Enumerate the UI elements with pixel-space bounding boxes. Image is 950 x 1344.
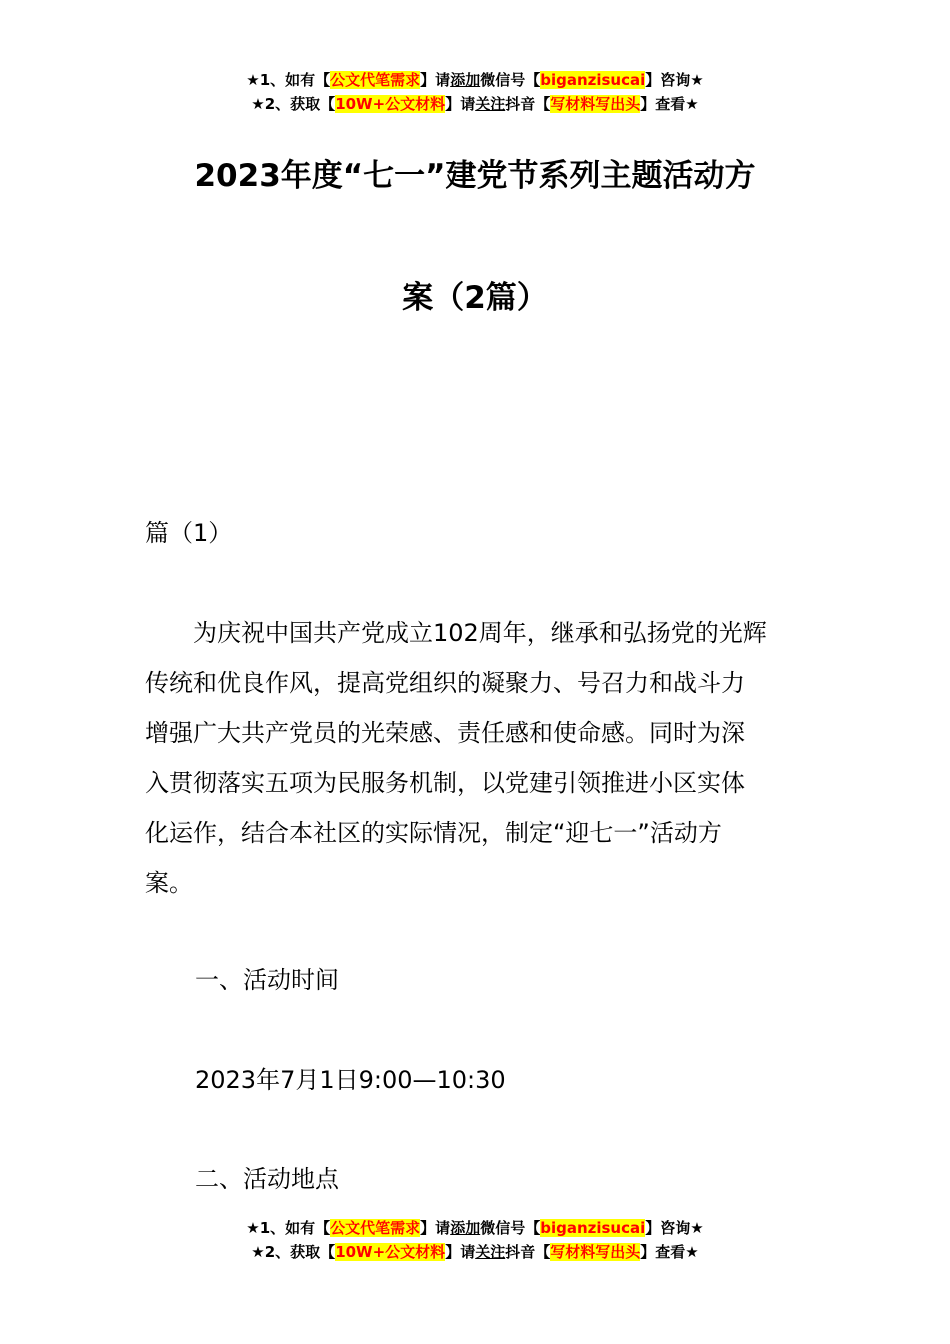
banner-text: 】请 bbox=[420, 71, 451, 89]
banner-highlight: 写材料写出头 bbox=[550, 95, 641, 113]
document-title-line-2: 案（2篇） bbox=[402, 280, 548, 316]
banner-text: 】咨询★ bbox=[645, 71, 704, 89]
banner-text: 微信号【 bbox=[480, 1219, 541, 1237]
banner-text: 】请 bbox=[445, 1243, 476, 1261]
heading-activity-time: 一、活动时间 bbox=[195, 966, 339, 994]
banner-text: 】查看★ bbox=[640, 95, 699, 113]
activity-time-value: 2023年7月1日9:00—10:30 bbox=[195, 1066, 506, 1094]
banner-line-1 bbox=[0, 68, 950, 92]
banner-underline: 关注 bbox=[475, 1243, 506, 1261]
section-label: 篇（1） bbox=[145, 519, 233, 547]
paragraph-line: 为庆祝中国共产党成立102周年，继承和弘扬党的光辉 bbox=[145, 619, 767, 647]
banner-underline: 添加 bbox=[450, 71, 481, 89]
banner-text: 微信号【 bbox=[480, 71, 541, 89]
document-title-line-1: 2023年度“七一”建党节系列主题活动方 bbox=[194, 158, 756, 194]
paragraph-line: 传统和优良作风，提高党组织的凝聚力、号召力和战斗力 bbox=[145, 669, 745, 697]
banner-highlight: 写材料写出头 bbox=[550, 1243, 641, 1261]
banner-text: ★2、获取【 bbox=[251, 1243, 336, 1261]
paragraph-line: 增强广大共产党员的光荣感、责任感和使命感。同时为深 bbox=[145, 719, 745, 747]
intro-paragraph bbox=[145, 608, 810, 908]
footer-banner bbox=[0, 1216, 950, 1264]
banner-underline: 添加 bbox=[450, 1219, 481, 1237]
banner-text: 抖音【 bbox=[505, 95, 551, 113]
banner-text: ★2、获取【 bbox=[251, 95, 336, 113]
banner-text: 】咨询★ bbox=[645, 1219, 704, 1237]
banner-highlight: 公文代笔需求 bbox=[330, 1219, 421, 1237]
heading-activity-location: 二、活动地点 bbox=[195, 1165, 339, 1193]
banner-line-1 bbox=[0, 1216, 950, 1240]
banner-text: ★1、如有【 bbox=[246, 1219, 331, 1237]
banner-line-2 bbox=[0, 92, 950, 116]
banner-highlight: 10W+公文材料 bbox=[335, 1243, 446, 1261]
banner-text: 】查看★ bbox=[640, 1243, 699, 1261]
banner-text: 抖音【 bbox=[505, 1243, 551, 1261]
banner-highlight: biganzisucai bbox=[540, 1219, 646, 1237]
banner-highlight: biganzisucai bbox=[540, 71, 646, 89]
banner-text: ★1、如有【 bbox=[246, 71, 331, 89]
banner-underline: 关注 bbox=[475, 95, 506, 113]
banner-text: 】请 bbox=[445, 95, 476, 113]
paragraph-line: 入贯彻落实五项为民服务机制，以党建引领推进小区实体 bbox=[145, 769, 745, 797]
paragraph-line: 案。 bbox=[145, 869, 193, 897]
banner-text: 】请 bbox=[420, 1219, 451, 1237]
banner-highlight: 公文代笔需求 bbox=[330, 71, 421, 89]
paragraph-line: 化运作，结合本社区的实际情况，制定“迎七一”活动方 bbox=[145, 819, 722, 847]
banner-line-2 bbox=[0, 1240, 950, 1264]
header-banner bbox=[0, 68, 950, 116]
banner-highlight: 10W+公文材料 bbox=[335, 95, 446, 113]
